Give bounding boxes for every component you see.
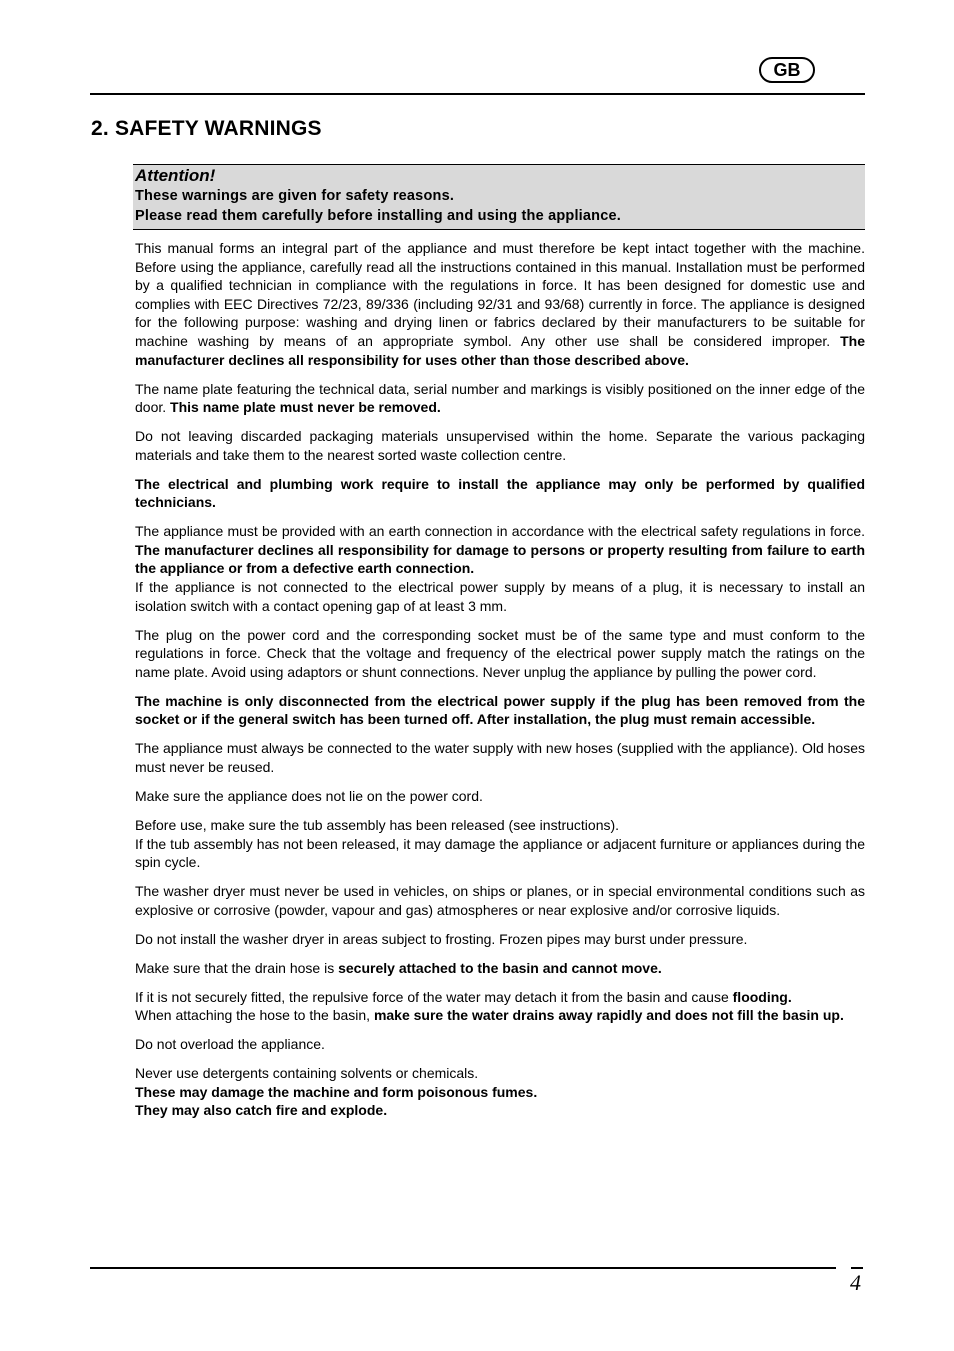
paragraph-packaging: Do not leaving discarded packaging materials unsupervised within the home. Separate the various packaging materials and take them to the nearest sorted waste collection centre. (135, 428, 865, 463)
paragraph-environment: The washer dryer must never be used in vehicles, on ships or planes, or in special environmental conditions such as explosive or corrosive (powder, vapour and gas) atmospheres or near explosive and/or corrosive liquids. (135, 883, 865, 918)
text-span: Make sure that the drain hose is (135, 959, 339, 976)
text-span: Never use detergents containing solvents or chemicals. (135, 1065, 479, 1082)
paragraph-hoses: The appliance must always be connected to the water supply with new hoses (supplied with the appliance). Old hoses must never be reused. (135, 740, 865, 775)
paragraph-manual-purpose (135, 239, 865, 369)
text-span: If the appliance is not connected to the electrical power supply by means of a plug, it is necessary to install an isolation switch with a contact opening gap of at least 3 mm. (135, 579, 865, 614)
paragraph-plug-socket: The plug on the power cord and the corresponding socket must be of the same type and must conform to the regulations in force. Check that the voltage and frequency of the electrical power supply match the ratings on the name plate. Avoid using adaptors or shunt connections. Never unplug the appliance by pulling the power cord. (135, 626, 865, 680)
bold-span: The manufacturer declines all responsibility for damage to persons or property resulting from failure to earth the appliance or from a defective earth connection. (135, 541, 865, 577)
bold-span: flooding. (732, 988, 792, 1005)
paragraph-frosting: Do not install the washer dryer in areas subject to frosting. Frozen pipes may burst under pressure. (135, 930, 748, 947)
text-span: This manual forms an integral part of the appliance and must therefore be kept intact together with the machine. Before using the appliance, carefully read all the instructions contained in this manual. Installation must be performed by a qualified technician in compliance with the regulations in force. It has been designed for domestic use and complies with EEC Directives 72/23, 89/336 (including 92/31 and 93/68) currently in force. The appliance is designed for the following purpose: washing and drying linen or fabrics declared by their manufacturers to be suitable for machine washing by means of an appropriate symbol. Any other use shall be considered improper. (135, 240, 865, 349)
text-span: The appliance must be provided with an earth connection in accordance with the electrical safety regulations in force. (135, 523, 865, 540)
footer-rule (90, 1267, 836, 1269)
text-span: When attaching the hose to the basin, (135, 1007, 374, 1024)
header-rule (90, 93, 865, 95)
bold-span: The electrical and plumbing work require to install the appliance may only be performed by qualified technicians. (135, 475, 865, 511)
attention-line-2: Please read them carefully before installing and using the appliance. (135, 208, 621, 224)
page-number: 4 (850, 1270, 861, 1295)
bold-span: They may also catch fire and explode. (135, 1102, 388, 1119)
language-badge: GB (759, 57, 815, 83)
paragraph-tub-assembly (135, 816, 865, 872)
paragraph-earth-connection (135, 522, 865, 615)
paragraph-drain-hose (135, 959, 865, 978)
paragraph-detergents (135, 1064, 865, 1120)
paragraph-name-plate (135, 380, 865, 417)
page-title: 2. SAFETY WARNINGS (91, 117, 322, 140)
text-span: Before use, make sure the tub assembly has been released (see instructions). (135, 816, 620, 833)
paragraph-overload: Do not overload the appliance. (135, 1036, 325, 1053)
bold-span: make sure the water drains away rapidly and does not fill the basin up. (373, 1007, 844, 1024)
paragraph-flooding (135, 988, 865, 1025)
text-span: The name plate featuring the technical data, serial number and markings is visibly positioned on the inner edge of the door. (135, 380, 865, 416)
paragraph-power-cord: Make sure the appliance does not lie on the power cord. (135, 787, 483, 804)
paragraph-disconnection (135, 692, 865, 729)
bold-span: These may damage the machine and form poisonous fumes. (135, 1083, 538, 1100)
paragraph-qualified-technicians (135, 475, 865, 512)
text-span: If the tub assembly has not been released, it may damage the appliance or adjacent furniture or appliances during the spin cycle. (135, 835, 865, 871)
attention-heading: Attention! (135, 166, 216, 185)
bold-span: The manufacturer declines all responsibility for uses other than those described above. (135, 332, 865, 368)
bold-span: The machine is only disconnected from the electrical power supply if the plug has been removed from the socket or if the general switch has been turned off. After installation, the plug must remain accessible. (135, 692, 865, 728)
bold-span: securely attached to the basin and cannot move. (338, 959, 662, 976)
warnings-body (135, 239, 865, 1130)
page-number-rule (851, 1267, 863, 1269)
text-span: If it is not securely fitted, the repulsive force of the water may detach it from the basin and cause (135, 988, 733, 1005)
bold-span: This name plate must never be removed. (170, 399, 441, 416)
attention-box (133, 164, 865, 230)
attention-line-1: These warnings are given for safety reasons. (135, 188, 455, 204)
